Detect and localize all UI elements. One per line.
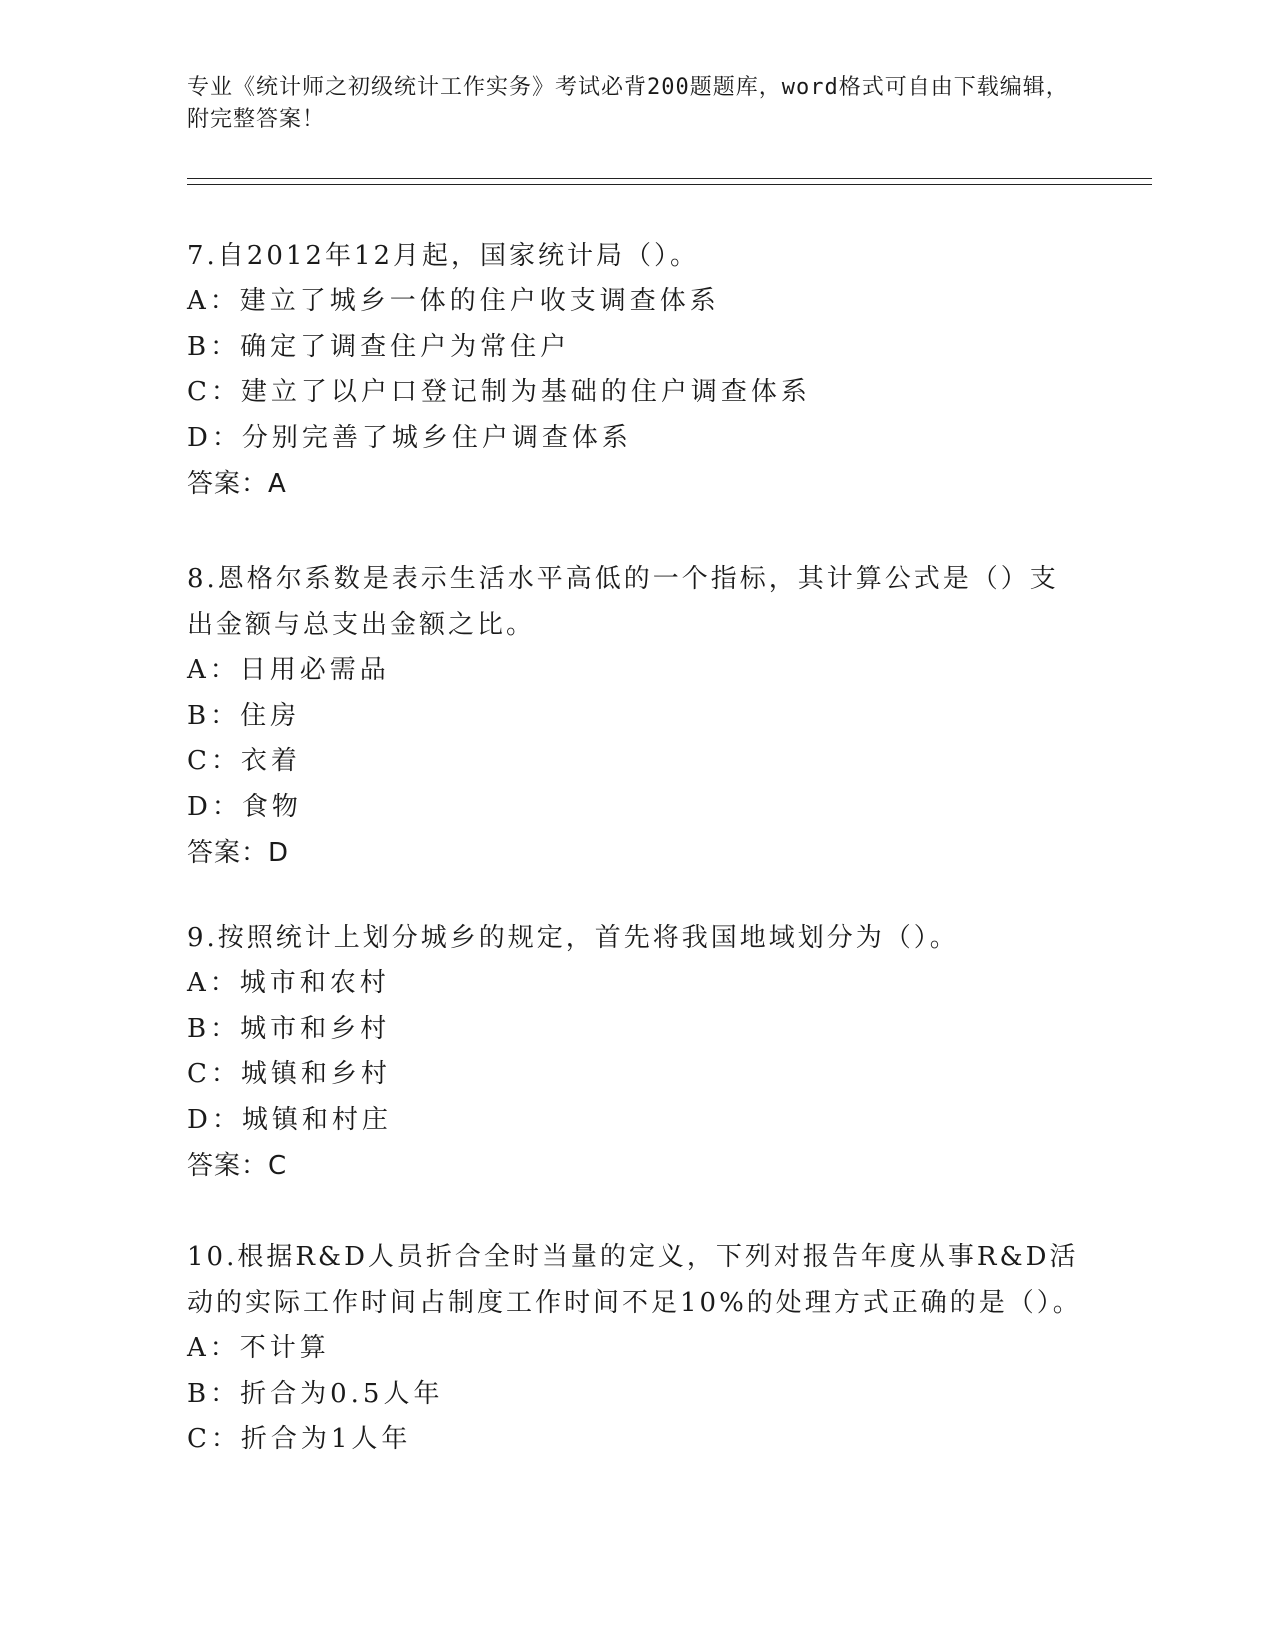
- option-a: A：不计算: [187, 1333, 330, 1363]
- option-b: B：住房: [187, 700, 301, 731]
- question-stem: 10.根据R&D人员折合全时当量的定义，下列对报告年度从事R&D活动的实际工作时间占制度工作时间不足10%的处理方式正确的是（）。: [187, 1242, 1082, 1318]
- option-b: B：确定了调查住户为常住户: [187, 331, 571, 362]
- option-d: D：城镇和村庄: [187, 1104, 392, 1135]
- option-c: C：衣着: [187, 746, 301, 776]
- answer-line: 答案：D: [187, 838, 290, 868]
- option-c: C：折合为1人年: [187, 1424, 412, 1454]
- option-a: A：建立了城乡一体的住户收支调查体系: [187, 286, 720, 316]
- question-stem: 7.自2012年12月起，国家统计局（）。: [187, 241, 700, 271]
- question-stem: 9.按照统计上划分城乡的规定，首先将我国地域划分为（）。: [187, 923, 959, 953]
- question-10: [187, 1234, 1087, 1463]
- option-d: D：食物: [187, 791, 302, 822]
- option-c: C：建立了以户口登记制为基础的住户调查体系: [187, 377, 811, 407]
- header-divider-top: [187, 178, 1152, 179]
- question-8: [187, 556, 1087, 876]
- question-7: [187, 233, 1087, 507]
- option-a: A：日用必需品: [187, 655, 390, 685]
- option-b: B：折合为0.5人年: [187, 1378, 444, 1409]
- document-header: 专业《统计师之初级统计工作实务》考试必背200题题库，word格式可自由下载编辑，附完整答案！: [187, 75, 1069, 132]
- option-c: C：城镇和乡村: [187, 1059, 391, 1089]
- answer-line: 答案：C: [187, 1151, 288, 1181]
- option-a: A：城市和农村: [187, 968, 390, 998]
- option-b: B：城市和乡村: [187, 1013, 391, 1044]
- answer-line: 答案：A: [187, 469, 287, 499]
- header-divider-bottom: [187, 184, 1152, 185]
- option-d: D：分别完善了城乡住户调查体系: [187, 422, 632, 453]
- question-9: [187, 915, 1087, 1189]
- question-stem: 8.恩格尔系数是表示生活水平高低的一个指标，其计算公式是（）支出金额与总支出金额之比。: [187, 564, 1059, 640]
